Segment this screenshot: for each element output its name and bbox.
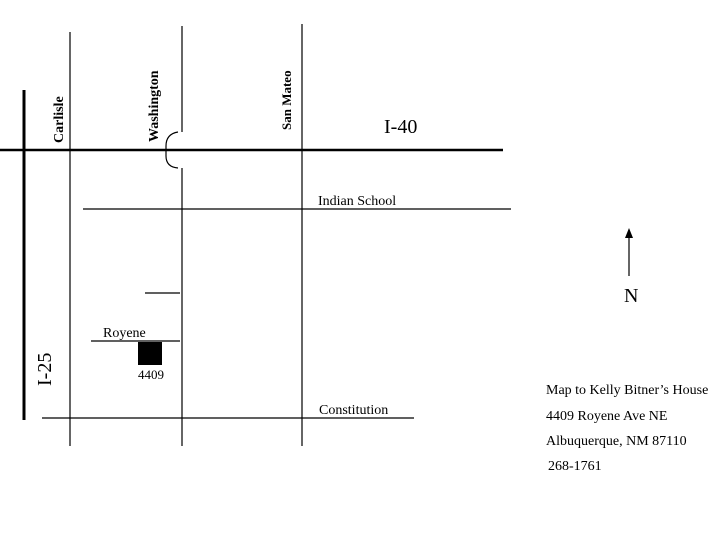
indian-school-label: Indian School [318,194,397,209]
royene-label: Royene [103,326,146,341]
address-line1: 4409 Royene Ave NE [546,409,668,424]
house-marker [138,342,162,365]
i25-label: I-25 [34,352,56,386]
map-title: Map to Kelly Bitner’s House [546,383,709,398]
north-arrow-icon [625,228,633,238]
carlisle-label: Carlisle [52,96,67,143]
i40-label: I-40 [384,116,418,138]
phone-number: 268-1761 [548,459,602,474]
san-mateo-label: San Mateo [279,70,294,130]
house-number-label: 4409 [138,367,164,382]
constitution-label: Constitution [319,403,389,418]
north-label: N [624,285,639,307]
address-line2: Albuquerque, NM 87110 [546,434,687,449]
washington-label: Washington [147,70,162,142]
